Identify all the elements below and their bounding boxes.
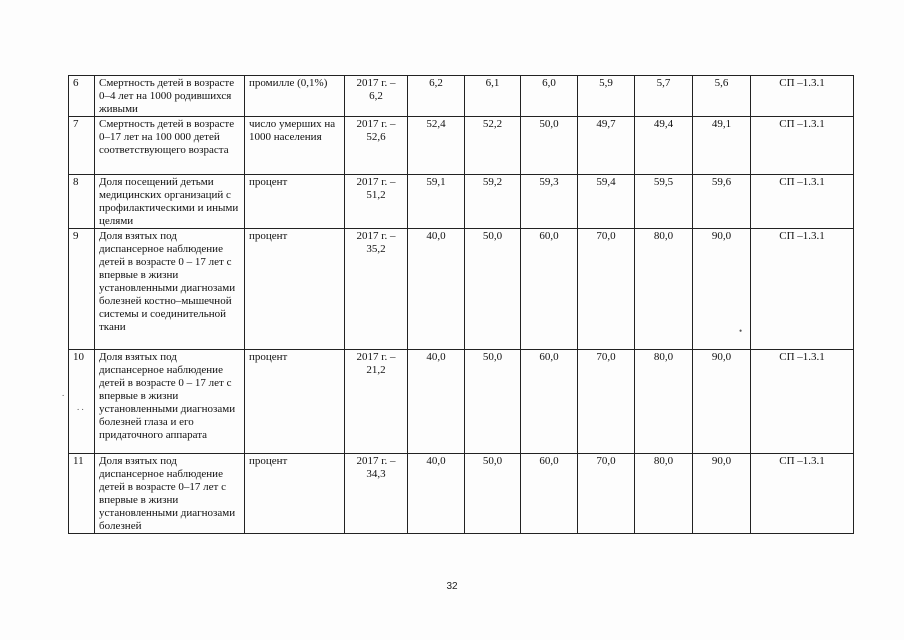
scan-mark: . [62, 388, 65, 398]
year-value: 60,0 [521, 229, 578, 350]
year-value: 50,0 [521, 117, 578, 175]
year-value: 5,9 [578, 76, 635, 117]
year-value: 52,4 [408, 117, 465, 175]
year-value: 6,1 [465, 76, 521, 117]
table-row [69, 175, 854, 229]
unit-of-measure: процент [245, 229, 345, 350]
year-value: 70,0 [578, 229, 635, 350]
base-value: 2017 г. – 21,2 [345, 350, 408, 454]
base-value: 2017 г. – 52,6 [345, 117, 408, 175]
indicator-name: Доля взятых под диспансерное наблюдение детей в возрасте 0 – 17 лет с впервые в жизни установленными диагнозами болезней глаза и его придаточного аппарата [95, 350, 245, 454]
row-number: 10 [69, 350, 95, 454]
table-row [69, 229, 854, 350]
year-value: 40,0 [408, 229, 465, 350]
year-value: 60,0 [521, 454, 578, 534]
year-value: 49,4 [635, 117, 693, 175]
unit-of-measure: процент [245, 454, 345, 534]
page-number: 32 [446, 581, 458, 592]
year-value: 59,1 [408, 175, 465, 229]
table-row [69, 117, 854, 175]
year-value: 59,2 [465, 175, 521, 229]
year-value: 6,2 [408, 76, 465, 117]
base-value: 2017 г. – 6,2 [345, 76, 408, 117]
table-body [69, 76, 854, 534]
year-value: 90,0 [693, 229, 751, 350]
row-number: 7 [69, 117, 95, 175]
year-value: 5,6 [693, 76, 751, 117]
year-value: 90,0 [693, 350, 751, 454]
year-value: 80,0 [635, 454, 693, 534]
row-number: 9 [69, 229, 95, 350]
row-number: 8 [69, 175, 95, 229]
year-value: 52,2 [465, 117, 521, 175]
indicator-name: Доля посещений детьми медицинских организаций с профилактическими и иными целями [95, 175, 245, 229]
year-value: 59,4 [578, 175, 635, 229]
program-code: СП –1.3.1 [751, 117, 854, 175]
table-row [69, 350, 854, 454]
base-value: 2017 г. – 51,2 [345, 175, 408, 229]
year-value: 49,7 [578, 117, 635, 175]
program-code: СП –1.3.1 [751, 229, 854, 350]
indicators-table [68, 75, 854, 534]
table-row [69, 76, 854, 117]
program-code: СП –1.3.1 [751, 454, 854, 534]
year-value: 59,6 [693, 175, 751, 229]
year-value: 70,0 [578, 454, 635, 534]
year-value: 70,0 [578, 350, 635, 454]
table-row [69, 454, 854, 534]
unit-of-measure: процент [245, 175, 345, 229]
year-value: 50,0 [465, 229, 521, 350]
year-value: 40,0 [408, 350, 465, 454]
program-code: СП –1.3.1 [751, 76, 854, 117]
year-value: 60,0 [521, 350, 578, 454]
year-value: 59,3 [521, 175, 578, 229]
indicator-name: Доля взятых под диспансерное наблюдение детей в возрасте 0–17 лет с впервые в жизни установленными диагнозами болезней [95, 454, 245, 534]
year-value: 40,0 [408, 454, 465, 534]
base-value: 2017 г. – 35,2 [345, 229, 408, 350]
program-code: СП –1.3.1 [751, 350, 854, 454]
year-value: 80,0 [635, 350, 693, 454]
year-value: 50,0 [465, 454, 521, 534]
indicator-name: Доля взятых под диспансерное наблюдение детей в возрасте 0 – 17 лет с впервые в жизни установленными диагнозами болезней костно–мышечной системы и соединительной ткани [95, 229, 245, 350]
year-value: 5,7 [635, 76, 693, 117]
year-value: 49,1 [693, 117, 751, 175]
program-code: СП –1.3.1 [751, 175, 854, 229]
unit-of-measure: число умерших на 1000 населения [245, 117, 345, 175]
unit-of-measure: процент [245, 350, 345, 454]
year-value: 80,0 [635, 229, 693, 350]
year-value: 6,0 [521, 76, 578, 117]
year-value: 50,0 [465, 350, 521, 454]
base-value: 2017 г. – 34,3 [345, 454, 408, 534]
year-value: 90,0 [693, 454, 751, 534]
row-number: 11 [69, 454, 95, 534]
row-number: 6 [69, 76, 95, 117]
scan-mark: . . [77, 402, 84, 412]
indicator-name: Смертность детей в возрасте 0–4 лет на 1000 родившихся живыми [95, 76, 245, 117]
scan-mark: • [739, 326, 743, 336]
unit-of-measure: промилле (0,1%) [245, 76, 345, 117]
year-value: 59,5 [635, 175, 693, 229]
indicator-name: Смертность детей в возрасте 0–17 лет на 100 000 детей соответствующего возраста [95, 117, 245, 175]
